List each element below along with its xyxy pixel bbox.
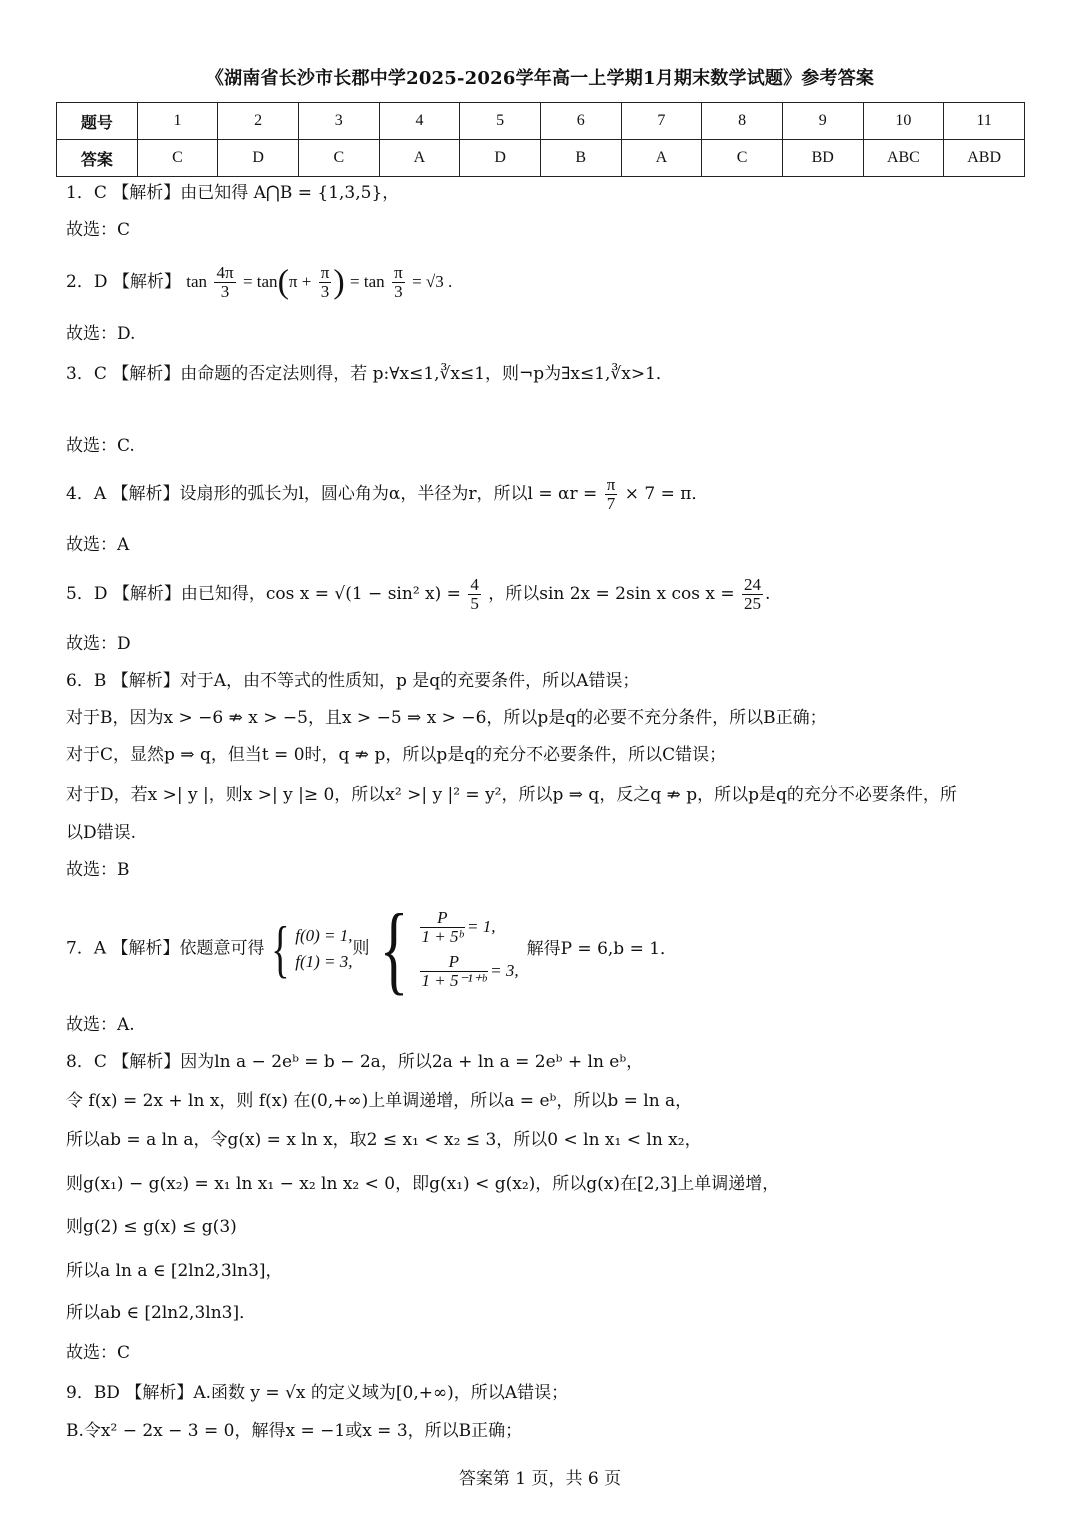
fraction-denominator: 5 — [470, 594, 479, 613]
solution-8-line-f: 所以a ln a ∈ [2ln2,3ln3]， — [66, 1261, 283, 1281]
solution-8-choice: 故选：C — [66, 1343, 131, 1363]
question-number-cell: 2 — [218, 103, 299, 140]
solution-8-line-b: 令 f(x) = 2x + ln x，则 f(x) 在(0,+∞)上单调递增，所以a = eᵇ，所以b = ln a， — [66, 1091, 693, 1111]
fraction-denominator: 3 — [320, 282, 330, 301]
solution-6-line-b: 对于B，因为x > −6 ⇏ x > −5，且x > −5 ⇒ x > −6，所以p是q的必要不充分条件，所以B正确； — [66, 708, 827, 728]
equation-rhs: = 1, — [467, 916, 496, 936]
equation-system-2 — [418, 905, 519, 993]
solution-5-text: 5．D 【解析】由已知得，cos x = √(1 − sin² x) = — [66, 584, 461, 604]
answer-cell: BD — [782, 140, 863, 177]
question-number-cell: 9 — [782, 103, 863, 140]
solution-7-prefix: 7．A 【解析】依题意可得 — [66, 938, 265, 959]
question-number-cell: 4 — [379, 103, 460, 140]
solution-7-suffix: 解得P = 6,b = 1． — [526, 938, 678, 959]
then-text: 则 — [352, 938, 370, 959]
fraction-4-over-5 — [468, 576, 481, 613]
solution-6-line-e: 以D错误. — [66, 823, 137, 843]
fraction-denominator: 3 — [220, 282, 230, 301]
fraction-denominator: 7 — [606, 494, 616, 513]
fraction-denominator: 1 + 5⁻¹⁺ᵇ — [421, 971, 487, 991]
fraction-numerator: 24 — [744, 575, 762, 594]
answer-table — [56, 102, 1025, 177]
answer-cell: ABC — [863, 140, 944, 177]
solution-8-line-g: 所以ab ∈ [2ln2,3ln3]． — [66, 1303, 257, 1323]
solution-1-choice: 故选：C — [66, 220, 131, 240]
fraction-denominator: 25 — [744, 594, 762, 613]
answer-cell: D — [218, 140, 299, 177]
solution-6-line-a: 6．B 【解析】对于A，由不等式的性质知，p 是q的充要条件，所以A错误； — [66, 671, 640, 691]
fraction-numerator: P — [420, 909, 466, 928]
fraction-numerator: 4π — [216, 263, 234, 282]
left-brace: { — [270, 912, 290, 984]
fraction-pi-over-7 — [605, 476, 618, 513]
fraction-pi-over-3 — [319, 264, 332, 301]
table-row-numbers — [57, 103, 1025, 140]
solution-2-line — [66, 262, 452, 303]
solution-3-choice: 故选：C. — [66, 436, 135, 456]
solution-7-choice: 故选：A. — [66, 1015, 135, 1035]
solution-8-line-e: 则g(2) ≤ g(x) ≤ g(3) — [66, 1217, 237, 1237]
equation-system-1 — [295, 923, 352, 975]
fraction-numerator: 4 — [470, 575, 479, 594]
solution-6-choice: 故选：B — [66, 860, 130, 880]
solution-3-line: 3．C 【解析】由命题的否定法则得，若 p:∀x≤1,∛x≤1，则¬p为∃x≤1,∛x>1． — [66, 364, 673, 384]
table-row-answers — [57, 140, 1025, 177]
answer-cell: A — [621, 140, 702, 177]
answer-cell: B — [540, 140, 621, 177]
fraction-pi-over-3 — [392, 264, 405, 301]
question-number-cell: 6 — [540, 103, 621, 140]
right-paren: ) — [333, 263, 345, 301]
fraction-numerator: P — [420, 953, 489, 972]
answer-cell: A — [379, 140, 460, 177]
left-paren: ( — [277, 263, 289, 301]
solution-2-prefix: 2．D 【解析】 — [66, 272, 181, 292]
equation-p-1 — [418, 905, 519, 949]
row-header-answer: 答案 — [57, 140, 138, 177]
solution-9-line-b: B.令x² − 2x − 3 = 0，解得x = −1或x = 3，所以B正确； — [66, 1421, 523, 1441]
solution-8-line-c: 所以ab = a ln a，令g(x) = x ln x，取2 ≤ x₁ < x₂ ≤ 3，所以0 < ln x₁ < ln x₂， — [66, 1130, 702, 1150]
fraction — [420, 953, 489, 990]
tan-text: = tan — [242, 272, 278, 291]
question-number-cell: 10 — [863, 103, 944, 140]
solution-5-choice: 故选：D — [66, 634, 131, 654]
fraction-denominator: 1 + 5ᵇ — [421, 927, 464, 947]
solution-1-line: 1．C 【解析】由已知得 A⋂B = {1,3,5}， — [66, 183, 400, 203]
tan-text: tan — [186, 272, 208, 291]
fraction-denominator: 3 — [394, 282, 403, 301]
solution-8-line-a: 8．C 【解析】因为ln a − 2eᵇ = b − 2a，所以2a + ln a = 2eᵇ + ln eᵇ， — [66, 1052, 644, 1072]
solution-4-text: 4．A 【解析】设扇形的弧长为l，圆心角为α，半径为r，所以l = αr = — [66, 484, 598, 504]
pi-plus-text: π + — [288, 272, 312, 291]
question-number-cell: 3 — [298, 103, 379, 140]
tan-text: = tan — [350, 272, 385, 291]
left-brace: { — [379, 892, 408, 1004]
fraction — [420, 909, 466, 946]
equation-p-3 — [418, 949, 519, 993]
solution-4-choice: 故选：A — [66, 535, 130, 555]
question-number-cell: 1 — [137, 103, 218, 140]
answer-cell: C — [702, 140, 783, 177]
fraction-24-over-25 — [742, 576, 763, 613]
solution-4-line — [66, 474, 708, 514]
answer-cell: ABD — [944, 140, 1025, 177]
solution-7-line — [66, 892, 678, 1004]
equation-f1: f(1) = 3, — [295, 951, 353, 971]
solution-9-line-a: 9．BD 【解析】A.函数 y = √x 的定义域为[0,+∞)，所以A错误； — [66, 1383, 569, 1403]
row-header-question-number: 题号 — [57, 103, 138, 140]
sqrt3-result: = √3 . — [412, 272, 453, 291]
answer-cell: D — [460, 140, 541, 177]
solution-5-mid: ，所以sin 2x = 2sin x cos x = — [488, 584, 735, 604]
solution-8-line-d: 则g(x₁) − g(x₂) = x₁ ln x₁ − x₂ ln x₂ < 0，即g(x₁) < g(x₂)，所以g(x)在[2,3]上单调递增， — [66, 1174, 780, 1194]
question-number-cell: 7 — [621, 103, 702, 140]
equation-rhs: = 3, — [490, 960, 519, 980]
solution-2-choice: 故选：D. — [66, 324, 136, 344]
fraction-numerator: π — [394, 263, 403, 282]
fraction-4pi-over-3 — [214, 264, 235, 301]
fraction-numerator: π — [606, 475, 616, 494]
solution-4-suffix: × 7 = π． — [624, 484, 709, 504]
question-number-cell: 5 — [460, 103, 541, 140]
question-number-cell: 8 — [702, 103, 783, 140]
answer-cell: C — [137, 140, 218, 177]
solution-6-line-d: 对于D，若x >| y |，则x >| y |≥ 0，所以x² >| y |² = y²，所以p ⇒ q，反之q ⇏ p，所以p是q的充分不必要条件，所 — [66, 785, 957, 805]
equation-f0: f(0) = 1, — [295, 925, 353, 945]
answer-cell: C — [298, 140, 379, 177]
page-footer: 答案第 1 页，共 6 页 — [458, 1469, 622, 1489]
fraction-numerator: π — [320, 263, 330, 282]
period: . — [765, 584, 771, 604]
page-title: 《湖南省长沙市长郡中学2025-2026学年高一上学期1月期末数学试题》参考答案 — [205, 68, 875, 89]
solution-5-line — [66, 574, 770, 614]
solution-6-line-c: 对于C，显然p ⇒ q，但当t = 0时，q ⇏ p，所以p是q的充分不必要条件，所以C错误； — [66, 745, 727, 765]
question-number-cell: 11 — [944, 103, 1025, 140]
